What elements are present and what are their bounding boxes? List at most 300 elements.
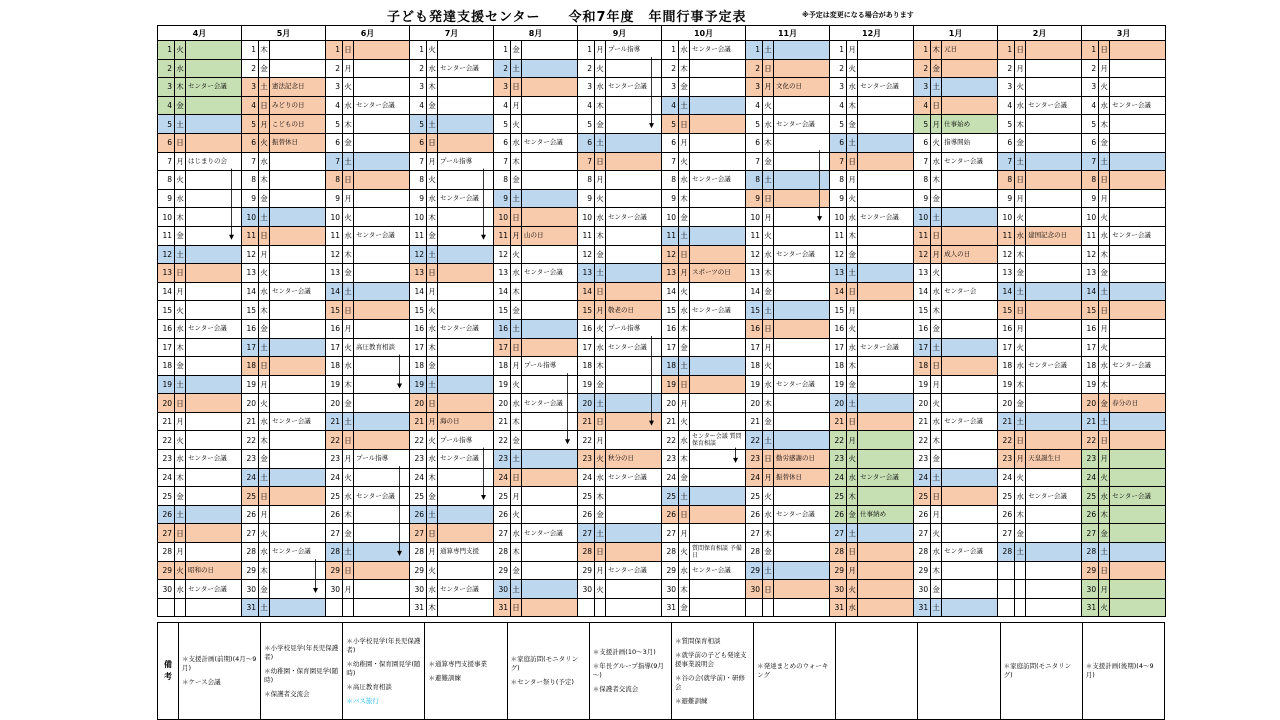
event-text [1110, 561, 1166, 580]
weekday: 日 [343, 301, 354, 320]
event-text: センター会議 [690, 561, 746, 580]
event-text [522, 282, 578, 301]
weekday: 月 [595, 561, 606, 580]
month-header: 12月 [830, 26, 914, 41]
weekday: 金 [679, 208, 690, 227]
event-text [438, 133, 494, 152]
weekday: 水 [427, 580, 438, 599]
event-text [858, 282, 914, 301]
weekday: 木 [427, 598, 438, 617]
event-text [186, 226, 242, 245]
event-text [522, 412, 578, 431]
day-number: 30 [158, 580, 175, 599]
weekday: 水 [1099, 487, 1110, 506]
day-number: 22 [830, 431, 847, 450]
day-number: 25 [1082, 487, 1099, 506]
weekday: 土 [595, 524, 606, 543]
weekday: 火 [679, 152, 690, 171]
event-text [1110, 543, 1166, 562]
day-number: 14 [830, 282, 847, 301]
event-text [1026, 598, 1082, 617]
weekday: 日 [427, 264, 438, 283]
weekday: 火 [679, 282, 690, 301]
event-text [438, 301, 494, 320]
weekday: 火 [1099, 208, 1110, 227]
weekday: 金 [931, 450, 942, 469]
weekday: 金 [343, 264, 354, 283]
event-text: センター会議 [270, 543, 326, 562]
day-row [158, 338, 1166, 357]
day-number: 31 [1082, 598, 1099, 617]
weekday: 土 [763, 301, 774, 320]
event-text [186, 394, 242, 413]
event-text [522, 59, 578, 78]
day-number: 26 [746, 505, 763, 524]
event-text: みどりの日 [270, 96, 326, 115]
day-row [158, 41, 1166, 60]
event-text [690, 115, 746, 134]
weekday: 水 [427, 450, 438, 469]
weekday: 日 [511, 208, 522, 227]
day-number: 28 [494, 543, 511, 562]
weekday: 火 [259, 264, 270, 283]
event-text [438, 96, 494, 115]
event-text [354, 524, 410, 543]
day-number: 5 [326, 115, 343, 134]
event-text [270, 152, 326, 171]
day-number: 10 [914, 208, 931, 227]
event-text [270, 59, 326, 78]
day-number: 1 [914, 41, 931, 60]
day-number [746, 598, 763, 617]
event-text [1026, 59, 1082, 78]
weekday: 日 [763, 319, 774, 338]
day-row [158, 264, 1166, 283]
day-number: 21 [998, 412, 1015, 431]
weekday: 金 [1015, 524, 1026, 543]
event-text [606, 282, 662, 301]
weekday: 水 [763, 245, 774, 264]
event-text [354, 59, 410, 78]
weekday: 金 [511, 431, 522, 450]
day-number: 2 [242, 59, 259, 78]
day-number: 11 [326, 226, 343, 245]
weekday: 月 [1099, 319, 1110, 338]
event-text [1026, 78, 1082, 97]
event-text: センター会議 [942, 543, 998, 562]
event-text: センター会議 [606, 338, 662, 357]
weekday: 金 [847, 505, 858, 524]
event-text: センター会議 [438, 319, 494, 338]
day-number: 17 [746, 338, 763, 357]
weekday: 月 [427, 412, 438, 431]
weekday: 月 [1015, 59, 1026, 78]
day-number: 14 [410, 282, 427, 301]
day-number: 25 [494, 487, 511, 506]
weekday: 金 [511, 171, 522, 190]
weekday: 土 [931, 468, 942, 487]
event-text: センター会議 [690, 301, 746, 320]
day-number: 23 [662, 450, 679, 469]
month-header: 8月 [494, 26, 578, 41]
day-number: 30 [326, 580, 343, 599]
day-number: 9 [242, 189, 259, 208]
weekday: 月 [679, 524, 690, 543]
day-number: 9 [494, 189, 511, 208]
weekday: 水 [1099, 96, 1110, 115]
day-number: 2 [662, 59, 679, 78]
weekday: 木 [847, 96, 858, 115]
day-number: 6 [326, 133, 343, 152]
day-number: 13 [998, 264, 1015, 283]
day-number: 23 [746, 450, 763, 469]
day-number [326, 598, 343, 617]
weekday: 土 [679, 357, 690, 376]
event-text [270, 487, 326, 506]
day-number: 12 [830, 245, 847, 264]
weekday: 水 [931, 152, 942, 171]
event-text [606, 580, 662, 599]
day-number: 19 [662, 375, 679, 394]
day-number: 29 [410, 561, 427, 580]
weekday: 火 [343, 468, 354, 487]
day-number: 1 [158, 41, 175, 60]
weekday: 金 [259, 450, 270, 469]
day-number: 9 [914, 189, 931, 208]
day-number: 16 [1082, 319, 1099, 338]
event-text [522, 487, 578, 506]
weekday: 金 [259, 580, 270, 599]
weekday: 金 [427, 487, 438, 506]
weekday: 火 [427, 171, 438, 190]
weekday: 火 [595, 450, 606, 469]
event-text [186, 338, 242, 357]
day-number: 29 [746, 561, 763, 580]
day-number: 3 [158, 78, 175, 97]
day-row [158, 208, 1166, 227]
day-number: 7 [914, 152, 931, 171]
weekday: 月 [847, 431, 858, 450]
weekday: 土 [259, 598, 270, 617]
day-row [158, 394, 1166, 413]
day-number: 28 [158, 543, 175, 562]
weekday: 土 [427, 115, 438, 134]
event-text: センター会議 [186, 450, 242, 469]
weekday: 水 [427, 319, 438, 338]
event-text [858, 598, 914, 617]
weekday: 火 [763, 487, 774, 506]
weekday: 日 [259, 226, 270, 245]
weekday: 土 [259, 78, 270, 97]
weekday: 水 [763, 115, 774, 134]
weekday: 火 [1099, 338, 1110, 357]
weekday: 土 [343, 543, 354, 562]
event-text [186, 115, 242, 134]
event-text [354, 468, 410, 487]
event-text [522, 338, 578, 357]
weekday: 金 [175, 357, 186, 376]
event-text [1110, 319, 1166, 338]
weekday: 水 [847, 78, 858, 97]
event-text [186, 431, 242, 450]
event-text [354, 505, 410, 524]
event-text [858, 394, 914, 413]
event-text [774, 152, 830, 171]
weekday: 水 [343, 357, 354, 376]
day-number [578, 598, 595, 617]
event-text [858, 152, 914, 171]
day-number: 18 [662, 357, 679, 376]
weekday: 木 [175, 78, 186, 97]
weekday: 金 [931, 580, 942, 599]
note-line: ＊バス旅行 [346, 696, 379, 705]
day-number: 3 [410, 78, 427, 97]
event-text: 元日 [942, 41, 998, 60]
event-text [270, 264, 326, 283]
event-text [186, 412, 242, 431]
month-header: 2月 [998, 26, 1082, 41]
weekday: 金 [427, 96, 438, 115]
weekday: 月 [259, 375, 270, 394]
day-number: 5 [662, 115, 679, 134]
day-number: 21 [830, 412, 847, 431]
event-text [942, 375, 998, 394]
event-text [522, 468, 578, 487]
day-number: 19 [494, 375, 511, 394]
event-text [858, 264, 914, 283]
weekday: 土 [595, 394, 606, 413]
day-number: 14 [242, 282, 259, 301]
day-number: 22 [1082, 431, 1099, 450]
weekday [1015, 561, 1026, 580]
event-text [1110, 41, 1166, 60]
weekday: 土 [931, 208, 942, 227]
weekday: 金 [259, 189, 270, 208]
event-text: センター会 [942, 282, 998, 301]
event-text [858, 487, 914, 506]
weekday: 日 [763, 450, 774, 469]
day-number: 19 [326, 375, 343, 394]
notes-cell [754, 623, 836, 720]
weekday: 火 [343, 78, 354, 97]
event-text: センター会議 [774, 505, 830, 524]
weekday: 火 [679, 543, 690, 562]
day-number: 24 [1082, 468, 1099, 487]
event-text [1110, 431, 1166, 450]
weekday: 日 [259, 487, 270, 506]
event-text [1026, 245, 1082, 264]
weekday: 日 [1099, 171, 1110, 190]
event-text: 通算専門支援 [438, 543, 494, 562]
day-number: 24 [158, 468, 175, 487]
day-number: 27 [494, 524, 511, 543]
weekday: 日 [679, 505, 690, 524]
event-text [774, 319, 830, 338]
day-number: 21 [410, 412, 427, 431]
event-text [774, 226, 830, 245]
day-number: 23 [578, 450, 595, 469]
event-text [1110, 580, 1166, 599]
event-text [522, 375, 578, 394]
event-text [774, 59, 830, 78]
event-text [1110, 264, 1166, 283]
event-text [1026, 543, 1082, 562]
day-number: 18 [914, 357, 931, 376]
weekday: 土 [175, 245, 186, 264]
weekday [175, 598, 186, 617]
weekday: 火 [427, 561, 438, 580]
day-number: 15 [242, 301, 259, 320]
day-number: 23 [998, 450, 1015, 469]
event-text [522, 543, 578, 562]
day-row [158, 245, 1166, 264]
day-number: 11 [578, 226, 595, 245]
weekday: 日 [763, 189, 774, 208]
weekday: 日 [511, 338, 522, 357]
day-number: 1 [410, 41, 427, 60]
event-text: 憲法記念日 [270, 78, 326, 97]
event-text [774, 357, 830, 376]
day-number: 7 [410, 152, 427, 171]
event-text: センター会議 [942, 152, 998, 171]
weekday: 水 [259, 152, 270, 171]
event-text [1026, 115, 1082, 134]
day-number: 16 [662, 319, 679, 338]
event-text [270, 245, 326, 264]
day-number: 26 [914, 505, 931, 524]
day-number: 12 [578, 245, 595, 264]
weekday: 土 [763, 171, 774, 190]
day-number: 11 [998, 226, 1015, 245]
weekday: 日 [175, 264, 186, 283]
event-text [774, 487, 830, 506]
weekday: 水 [763, 375, 774, 394]
event-text [690, 375, 746, 394]
day-number: 22 [158, 431, 175, 450]
event-text [606, 543, 662, 562]
day-number: 18 [998, 357, 1015, 376]
event-text [438, 357, 494, 376]
day-number: 12 [158, 245, 175, 264]
event-text [606, 59, 662, 78]
event-text [522, 580, 578, 599]
day-number: 22 [914, 431, 931, 450]
event-text [858, 301, 914, 320]
weekday: 土 [931, 338, 942, 357]
event-text [1110, 115, 1166, 134]
event-text [438, 598, 494, 617]
event-text [858, 524, 914, 543]
event-text [774, 561, 830, 580]
event-text [522, 598, 578, 617]
day-number: 19 [578, 375, 595, 394]
weekday: 火 [511, 245, 522, 264]
weekday: 金 [595, 505, 606, 524]
event-text [186, 171, 242, 190]
weekday: 日 [931, 357, 942, 376]
note-line: ＊幼稚園・保育園見学(随時) [264, 666, 339, 684]
weekday: 日 [259, 96, 270, 115]
day-number: 25 [242, 487, 259, 506]
weekday: 水 [1015, 96, 1026, 115]
event-text [186, 264, 242, 283]
event-text [774, 338, 830, 357]
weekday: 火 [931, 394, 942, 413]
day-number: 13 [578, 264, 595, 283]
day-number: 14 [326, 282, 343, 301]
day-number: 10 [998, 208, 1015, 227]
weekday [1015, 598, 1026, 617]
weekday: 土 [343, 412, 354, 431]
day-number: 11 [1082, 226, 1099, 245]
weekday: 火 [427, 431, 438, 450]
day-number: 11 [662, 226, 679, 245]
weekday: 木 [847, 357, 858, 376]
event-text: 仕事納め [858, 505, 914, 524]
event-text [858, 431, 914, 450]
day-number: 5 [998, 115, 1015, 134]
weekday: 水 [931, 282, 942, 301]
day-number: 19 [158, 375, 175, 394]
day-number: 15 [578, 301, 595, 320]
event-text [270, 41, 326, 60]
note-line: ＊保護者交流会 [264, 689, 310, 698]
day-number: 24 [746, 468, 763, 487]
event-text [1110, 189, 1166, 208]
day-row [158, 487, 1166, 506]
day-number: 9 [998, 189, 1015, 208]
note-line: ＊避難訓練 [428, 673, 461, 682]
event-text: 成人の日 [942, 245, 998, 264]
event-text: センター会議 [186, 319, 242, 338]
event-text [438, 41, 494, 60]
weekday: 火 [427, 301, 438, 320]
event-text [858, 115, 914, 134]
day-number: 19 [998, 375, 1015, 394]
event-text: 振替休日 [774, 468, 830, 487]
day-row [158, 375, 1166, 394]
weekday: 火 [343, 208, 354, 227]
day-number: 24 [830, 468, 847, 487]
day-number: 22 [326, 431, 343, 450]
day-number: 2 [998, 59, 1015, 78]
weekday: 木 [847, 226, 858, 245]
event-text [858, 412, 914, 431]
day-number: 4 [914, 96, 931, 115]
weekday: 土 [595, 264, 606, 283]
day-number: 9 [578, 189, 595, 208]
event-text [186, 59, 242, 78]
event-text: センター会議 [438, 59, 494, 78]
event-text: センター会議 [270, 412, 326, 431]
event-text: センター会議 [1110, 226, 1166, 245]
event-text [1026, 133, 1082, 152]
weekday: 木 [679, 189, 690, 208]
weekday: 月 [259, 115, 270, 134]
day-number: 13 [1082, 264, 1099, 283]
day-number: 31 [914, 598, 931, 617]
event-text: 指導開始 [942, 133, 998, 152]
weekday: 日 [595, 543, 606, 562]
weekday: 月 [1099, 450, 1110, 469]
event-text [606, 226, 662, 245]
weekday: 火 [259, 524, 270, 543]
event-text [1110, 152, 1166, 171]
weekday: 金 [847, 115, 858, 134]
weekday: 木 [1099, 115, 1110, 134]
day-number: 6 [578, 133, 595, 152]
day-number: 12 [242, 245, 259, 264]
